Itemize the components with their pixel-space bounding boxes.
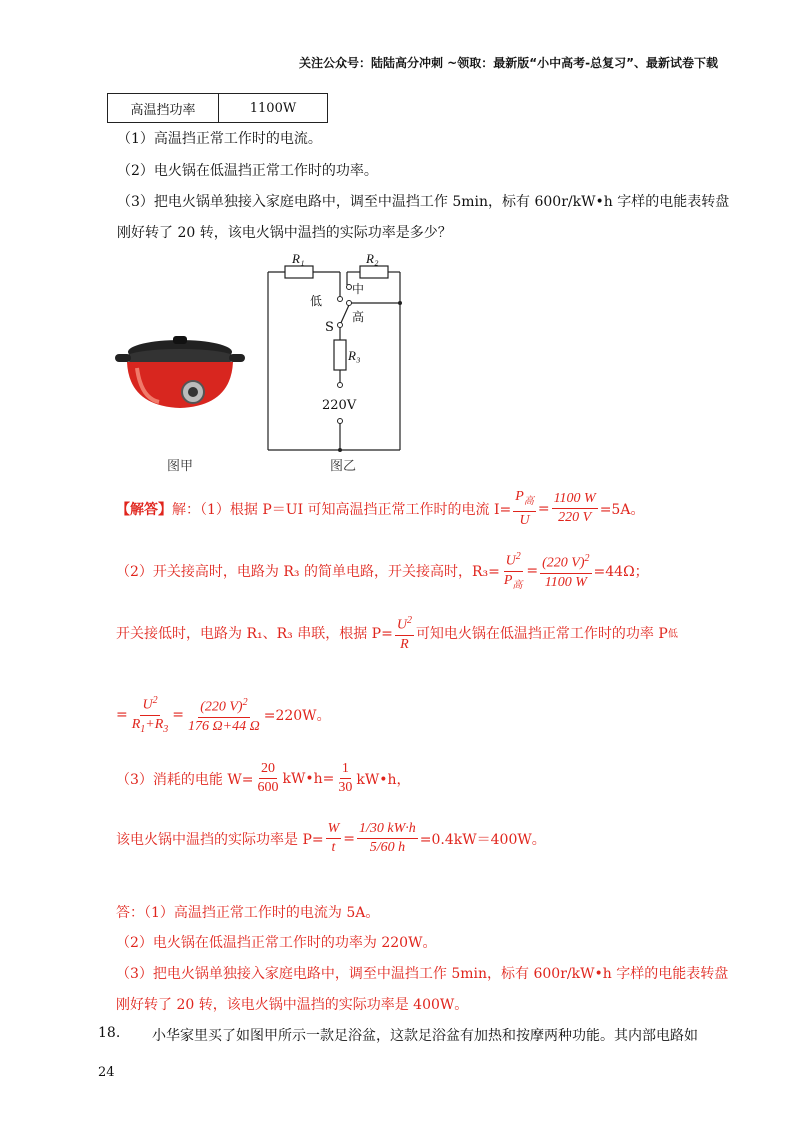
page-number: 24	[98, 1065, 115, 1080]
answer-line-3: 开关接低时，电路为 R₁、R₃ 串联，根据 P= $\frac{U^2}{R}$ 可知电火锅在低温挡正常工作时的功率 P 低	[116, 612, 678, 654]
final-answer-1: 答：（1）高温挡正常工作时的电流为 5A。	[116, 905, 380, 921]
question-18-text: 小华家里买了如图甲所示一款足浴盆，这款足浴盆有加热和按摩两种功能。其内部电路如	[152, 1028, 698, 1044]
label-mid: 中	[352, 282, 365, 296]
label-voltage: 220V	[322, 398, 357, 413]
power-table	[107, 93, 328, 123]
table-label: 高温挡功率	[108, 94, 219, 123]
question-3-line-1: （3）把电火锅单独接入家庭电路中，调至中温挡工作 5min，标有 600r/kW•h 字样的电能表转盘	[117, 194, 730, 210]
label-high: 高	[352, 310, 365, 324]
final-answer-4: 刚好转了 20 转，该电火锅中温挡的实际功率是 400W。	[116, 997, 469, 1013]
page-header: 关注公众号：陆陆高分冲刺 ~领取：最新版“小中高考-总复习”、最新试卷下载	[299, 56, 718, 70]
answer-tag: 【解答】	[116, 501, 172, 518]
answer-line-5: （3）消耗的电能 W= $\frac{20}{600}$ kW•h= $\frac{1}{30}$ kW•h，	[116, 761, 411, 795]
caption-figure-a: 图甲	[167, 459, 194, 474]
circuit-diagram	[255, 245, 415, 455]
answer-line-1: 【解答】 解：（1）根据 P＝UI 可知高温挡正常工作时的电流 I= $\frac{P_高}{U}$ = $\frac{1100 W}{220 V}$ =5A。	[116, 489, 645, 528]
label-r2: R₂	[366, 251, 379, 266]
question-1: （1）高温挡正常工作时的电流。	[117, 131, 322, 147]
caption-figure-b: 图乙	[330, 459, 357, 474]
final-answer-3: （3）把电火锅单独接入家庭电路中，调至中温挡工作 5min，标有 600r/kW•h 字样的电能表转盘	[116, 966, 729, 982]
label-switch: S	[325, 320, 334, 335]
question-3-line-2: 刚好转了 20 转，该电火锅中温挡的实际功率是多少？	[117, 225, 452, 241]
answer-line-4: = $\frac{U^2}{R_1+R_3}$ = $\frac{(220 V)^2}{176 \Omega+44 \Omega}$ =220W。	[116, 692, 331, 738]
hot-pot-image	[115, 318, 245, 418]
table-value: 1100W	[219, 94, 328, 123]
label-r1: R₁	[292, 251, 305, 266]
answer-line-6: 该电火锅中温挡的实际功率是 P= $\frac{W}{t}$ = $\frac{1/30 kW\cdot h}{5/60 h}$ =0.4kW＝400W。	[116, 821, 546, 855]
answer-line-2: （2）开关接高时，电路为 R₃ 的简单电路，开关接高时，R₃= $\frac{U^2}{P_高}$ = $\frac{(220 V)^2}{1100 W}$ =44Ω；	[116, 548, 649, 594]
final-answer-2: （2）电火锅在低温挡正常工作时的功率为 220W。	[116, 935, 437, 951]
label-r3: R₃	[348, 348, 361, 363]
label-low: 低	[310, 294, 323, 308]
question-18-number: 18.	[98, 1025, 121, 1041]
question-2: （2）电火锅在低温挡正常工作时的功率。	[117, 163, 378, 179]
